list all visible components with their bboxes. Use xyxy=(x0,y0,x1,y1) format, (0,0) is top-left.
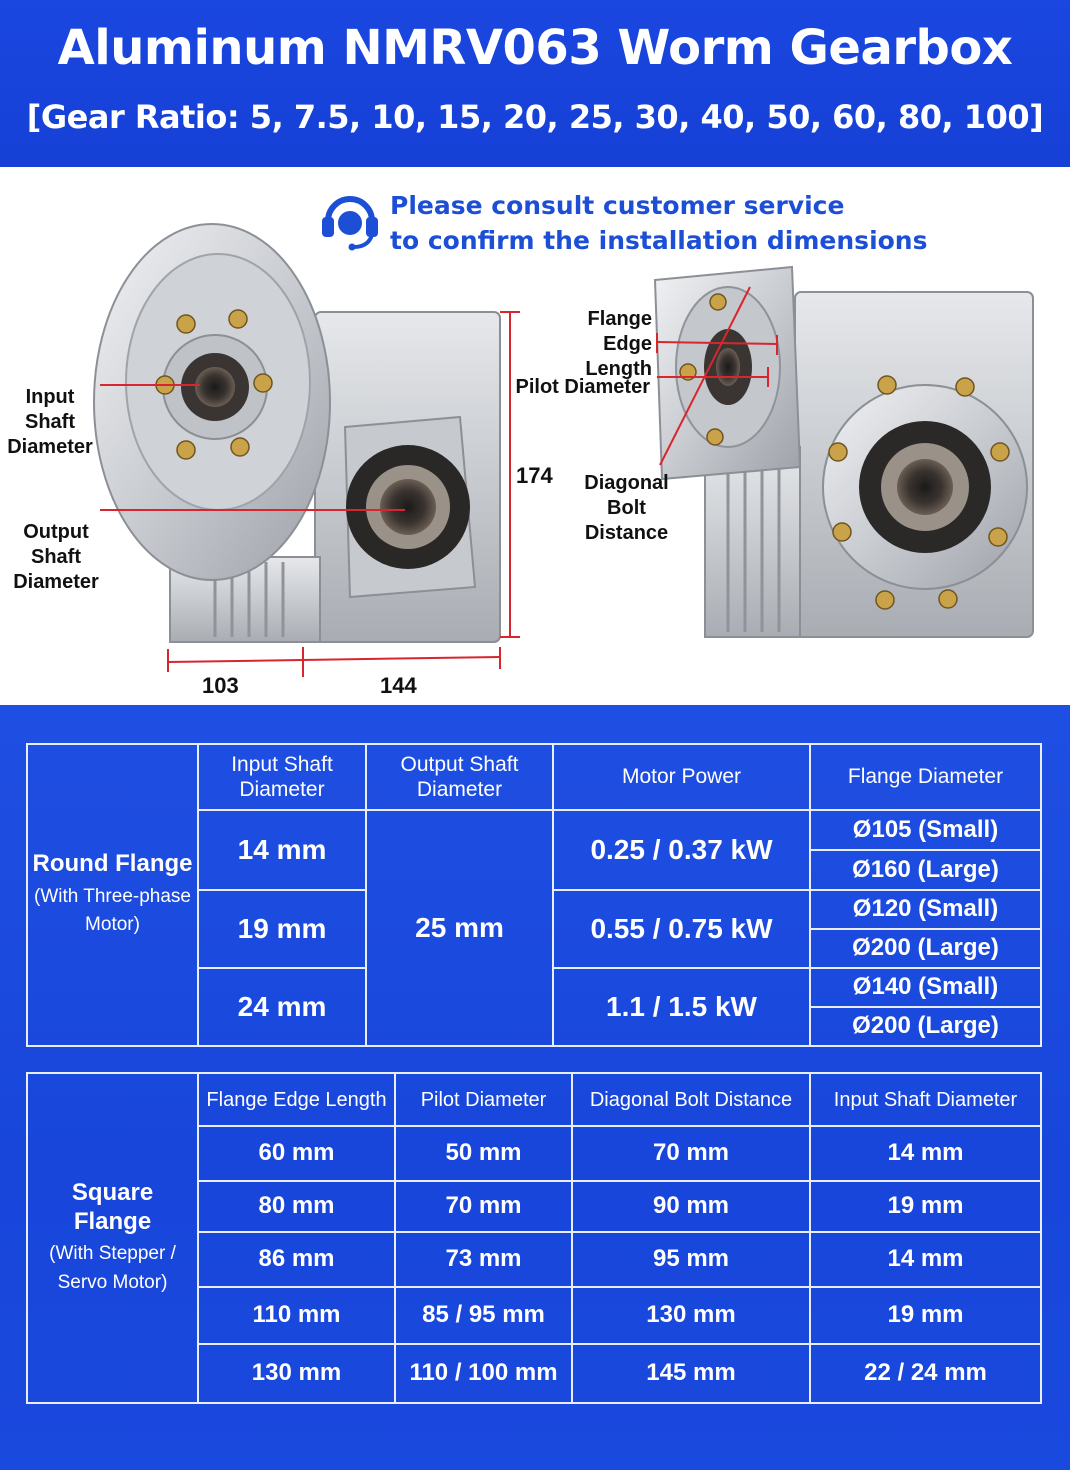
square-flange-subtitle: (With Stepper / Servo Motor) xyxy=(49,1243,176,1293)
label-pilot-diameter: Pilot Diameter xyxy=(515,376,650,398)
square-cell: 130 mm xyxy=(198,1344,395,1403)
square-cell: 50 mm xyxy=(395,1126,572,1181)
round-header-power: Motor Power xyxy=(553,744,810,810)
label-diagonal-bolt xyxy=(564,471,689,546)
square-cell: 70 mm xyxy=(572,1126,810,1181)
round-flange-3a: Ø140 (Small) xyxy=(810,968,1041,1007)
label-flange-edge xyxy=(532,307,652,382)
label-flange-edge-text: Flange Edge Length xyxy=(585,308,652,380)
round-power-1: 0.25 / 0.37 kW xyxy=(553,810,810,890)
square-cell: 73 mm xyxy=(395,1232,572,1287)
square-flange-side-cell xyxy=(27,1073,198,1403)
round-flange-title: Round Flange xyxy=(32,850,193,878)
square-cell: 60 mm xyxy=(198,1126,395,1181)
square-cell: 85 / 95 mm xyxy=(395,1287,572,1344)
round-header-row xyxy=(27,744,1041,810)
square-cell: 145 mm xyxy=(572,1344,810,1403)
round-header-flange: Flange Diameter xyxy=(810,744,1041,810)
notice-line-2: to confirm the installation dimensions xyxy=(390,226,928,255)
spec-tables-area xyxy=(0,705,1070,1470)
square-header-edge: Flange Edge Length xyxy=(198,1073,395,1126)
product-illustration-area xyxy=(0,167,1070,705)
headset-icon xyxy=(318,189,382,253)
label-diagonal-bolt-text: Diagonal Bolt Distance xyxy=(584,472,669,544)
square-cell: 70 mm xyxy=(395,1181,572,1232)
round-flange-3b: Ø200 (Large) xyxy=(810,1007,1041,1046)
round-power-3: 1.1 / 1.5 kW xyxy=(553,968,810,1046)
square-cell: 95 mm xyxy=(572,1232,810,1287)
dimension-144: 144 xyxy=(380,673,417,698)
square-cell: 86 mm xyxy=(198,1232,395,1287)
square-cell: 80 mm xyxy=(198,1181,395,1232)
square-cell: 130 mm xyxy=(572,1287,810,1344)
round-flange-side-cell xyxy=(27,744,198,1046)
round-input-24: 24 mm xyxy=(198,968,366,1046)
round-flange-1b: Ø160 (Large) xyxy=(810,850,1041,890)
round-output-shaft: 25 mm xyxy=(366,810,553,1046)
round-flange-1a: Ø105 (Small) xyxy=(810,810,1041,850)
square-flange-table xyxy=(26,1072,1042,1404)
round-flange-2b: Ø200 (Large) xyxy=(810,929,1041,968)
square-cell: 110 mm xyxy=(198,1287,395,1344)
round-flange-2a: Ø120 (Small) xyxy=(810,890,1041,929)
square-header-diagonal: Diagonal Bolt Distance xyxy=(572,1073,810,1126)
square-cell: 14 mm xyxy=(810,1232,1041,1287)
square-cell: 90 mm xyxy=(572,1181,810,1232)
round-header-input: Input Shaft Diameter xyxy=(198,744,366,810)
round-header-output: Output Shaft Diameter xyxy=(366,744,553,810)
square-cell: 19 mm xyxy=(810,1181,1041,1232)
label-output-shaft-text: Output Shaft Diameter xyxy=(13,521,99,593)
dimension-174: 174 xyxy=(516,463,553,488)
square-header-row xyxy=(27,1073,1041,1126)
round-flange-subtitle: (With Three-phase Motor) xyxy=(34,885,191,936)
square-cell: 14 mm xyxy=(810,1126,1041,1181)
notice-line-1: Please consult customer service xyxy=(390,191,845,220)
page-title: Aluminum NMRV063 Worm Gearbox xyxy=(57,20,1013,76)
round-input-19: 19 mm xyxy=(198,890,366,968)
square-cell: 110 / 100 mm xyxy=(395,1344,572,1403)
round-power-2: 0.55 / 0.75 kW xyxy=(553,890,810,968)
square-header-input: Input Shaft Diameter xyxy=(810,1073,1041,1126)
dimension-103: 103 xyxy=(202,673,239,698)
label-output-shaft xyxy=(6,520,106,595)
label-input-shaft-text: Input Shaft Diameter xyxy=(7,386,93,458)
consult-notice xyxy=(318,179,958,259)
header-banner xyxy=(0,0,1070,167)
square-cell: 19 mm xyxy=(810,1287,1041,1344)
round-input-14: 14 mm xyxy=(198,810,366,890)
square-header-pilot: Pilot Diameter xyxy=(395,1073,572,1126)
label-input-shaft xyxy=(6,385,94,460)
round-flange-table xyxy=(26,743,1042,1047)
square-cell: 22 / 24 mm xyxy=(810,1344,1041,1403)
square-flange-title: Square Flange xyxy=(71,1178,154,1235)
gear-ratio-subtitle: [Gear Ratio: 5, 7.5, 10, 15, 20, 25, 30, 40, 50, 60, 80, 100] xyxy=(26,98,1044,136)
